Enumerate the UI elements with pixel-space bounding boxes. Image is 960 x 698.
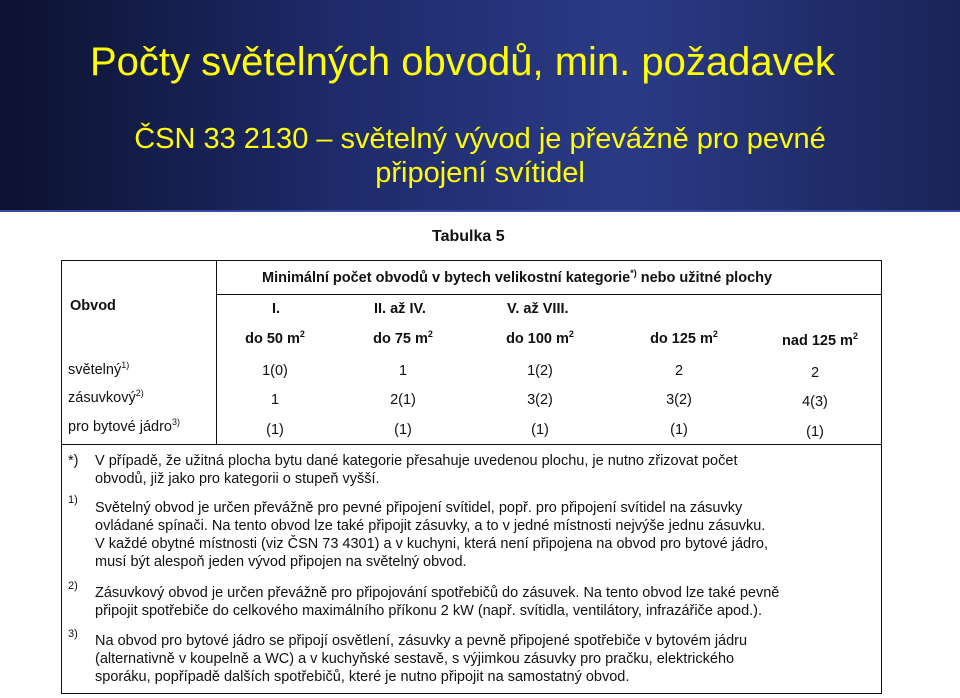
row-header-divider: [216, 260, 217, 444]
row-label-svetelny: světelný$^{1)}$: [68, 360, 130, 378]
note-2-mark: 2): [68, 580, 78, 592]
note-3: Na obvod pro bytové jádro se připojí osvětlení, zásuvky a pevně připojené spotřebiče v bytovém jádru (alternativně v koupelně a WC) a v kuchyňské sestavě, s výjimkou zásuvky pro pračku, elektrického sporáku, popřípadě dalších spotřebičů, které je nutno připojit na samostatný obvod.: [95, 633, 748, 685]
group-header: Minimální počet obvodů v bytech velikostní kategorie*) nebo užitné plochy: [262, 268, 773, 286]
note-3-mark: 3): [68, 628, 78, 640]
table-cell: 1: [398, 363, 408, 379]
table-cell: 2: [674, 363, 684, 379]
row-header-obvod: Obvod: [70, 298, 116, 314]
note-1-mark: 1): [68, 494, 78, 506]
table-cell: (1): [266, 422, 284, 438]
category-3: V. až VIII.: [507, 301, 569, 317]
category-1: I.: [272, 301, 281, 317]
note-star-mark: *): [68, 453, 79, 469]
table-cell: 1(0): [262, 363, 288, 379]
category-2: II. až IV.: [374, 301, 426, 317]
table-cell: (1): [670, 422, 688, 438]
table-cell: 2(1): [390, 392, 416, 408]
area-header-4: do 125 $m^2$: [650, 329, 718, 347]
header-divider: [216, 294, 882, 295]
title-banner: [0, 0, 960, 212]
table-cell: 3(2): [666, 392, 692, 408]
note-star: V případě, že užitná plocha bytu dané kategorie přesahuje uvedenou plochu, je nutno zřizovat počet obvodů, již jako pro kategorii o stupeň vyšší.: [95, 453, 738, 487]
area-header-3: do 100 $m^2$: [506, 329, 574, 347]
slide-subtitle: [0, 122, 960, 190]
table-cell: 4(3): [802, 394, 828, 410]
table-cell: 1: [270, 392, 280, 408]
table-cell: 2: [810, 365, 820, 381]
row-label-zasuvkovy: zásuvkový$^{2)}$: [68, 388, 144, 406]
slide-title: Počty světelných obvodů, min. požadavek: [90, 40, 835, 84]
note-2: Zásuvkový obvod je určen převážně pro připojování spotřebičů do zásuvek. Na tento obvod lze také pevně připojit spotřebiče do celkového maximálního příkonu 2 kW (např. svítidla, ventilátory, infrazářiče apod.).: [95, 585, 780, 619]
subtitle-line-1: ČSN 33 2130 – světelný vývod je převážně pro pevné: [134, 123, 826, 155]
note-1: Světelný obvod je určen převážně pro pevné připojení svítidel, popř. pro připojení svítidel na zásuvky ovládané spínači. Na tento obvod lze také připojit zásuvky, a to v jedné místnosti nejvýše jednu zásuvku. V každé obytné místnosti (viz ČSN 73 4301) a v kuchyni, která není připojena na obvod pro bytové jádro, musí být alespoň jeden vývod připojen na světelný obvod.: [95, 500, 769, 570]
subtitle-line-2: připojení svítidel: [375, 157, 585, 189]
area-header-2: do 75 $m^2$: [373, 329, 433, 347]
table-notes-divider: [61, 444, 882, 445]
area-header-1: do 50 $m^2$: [245, 329, 305, 347]
row-label-bytove-jadro: pro bytové jádro$^{3)}$: [68, 417, 180, 435]
table-caption: Tabulka 5: [432, 228, 505, 245]
table-cell: (1): [394, 422, 412, 438]
table-cell: (1): [531, 422, 549, 438]
table-cell: 1(2): [527, 363, 553, 379]
table-cell: 3(2): [527, 392, 553, 408]
table-cell: (1): [806, 424, 824, 440]
area-header-5: nad 125 $m^2$: [782, 331, 858, 349]
